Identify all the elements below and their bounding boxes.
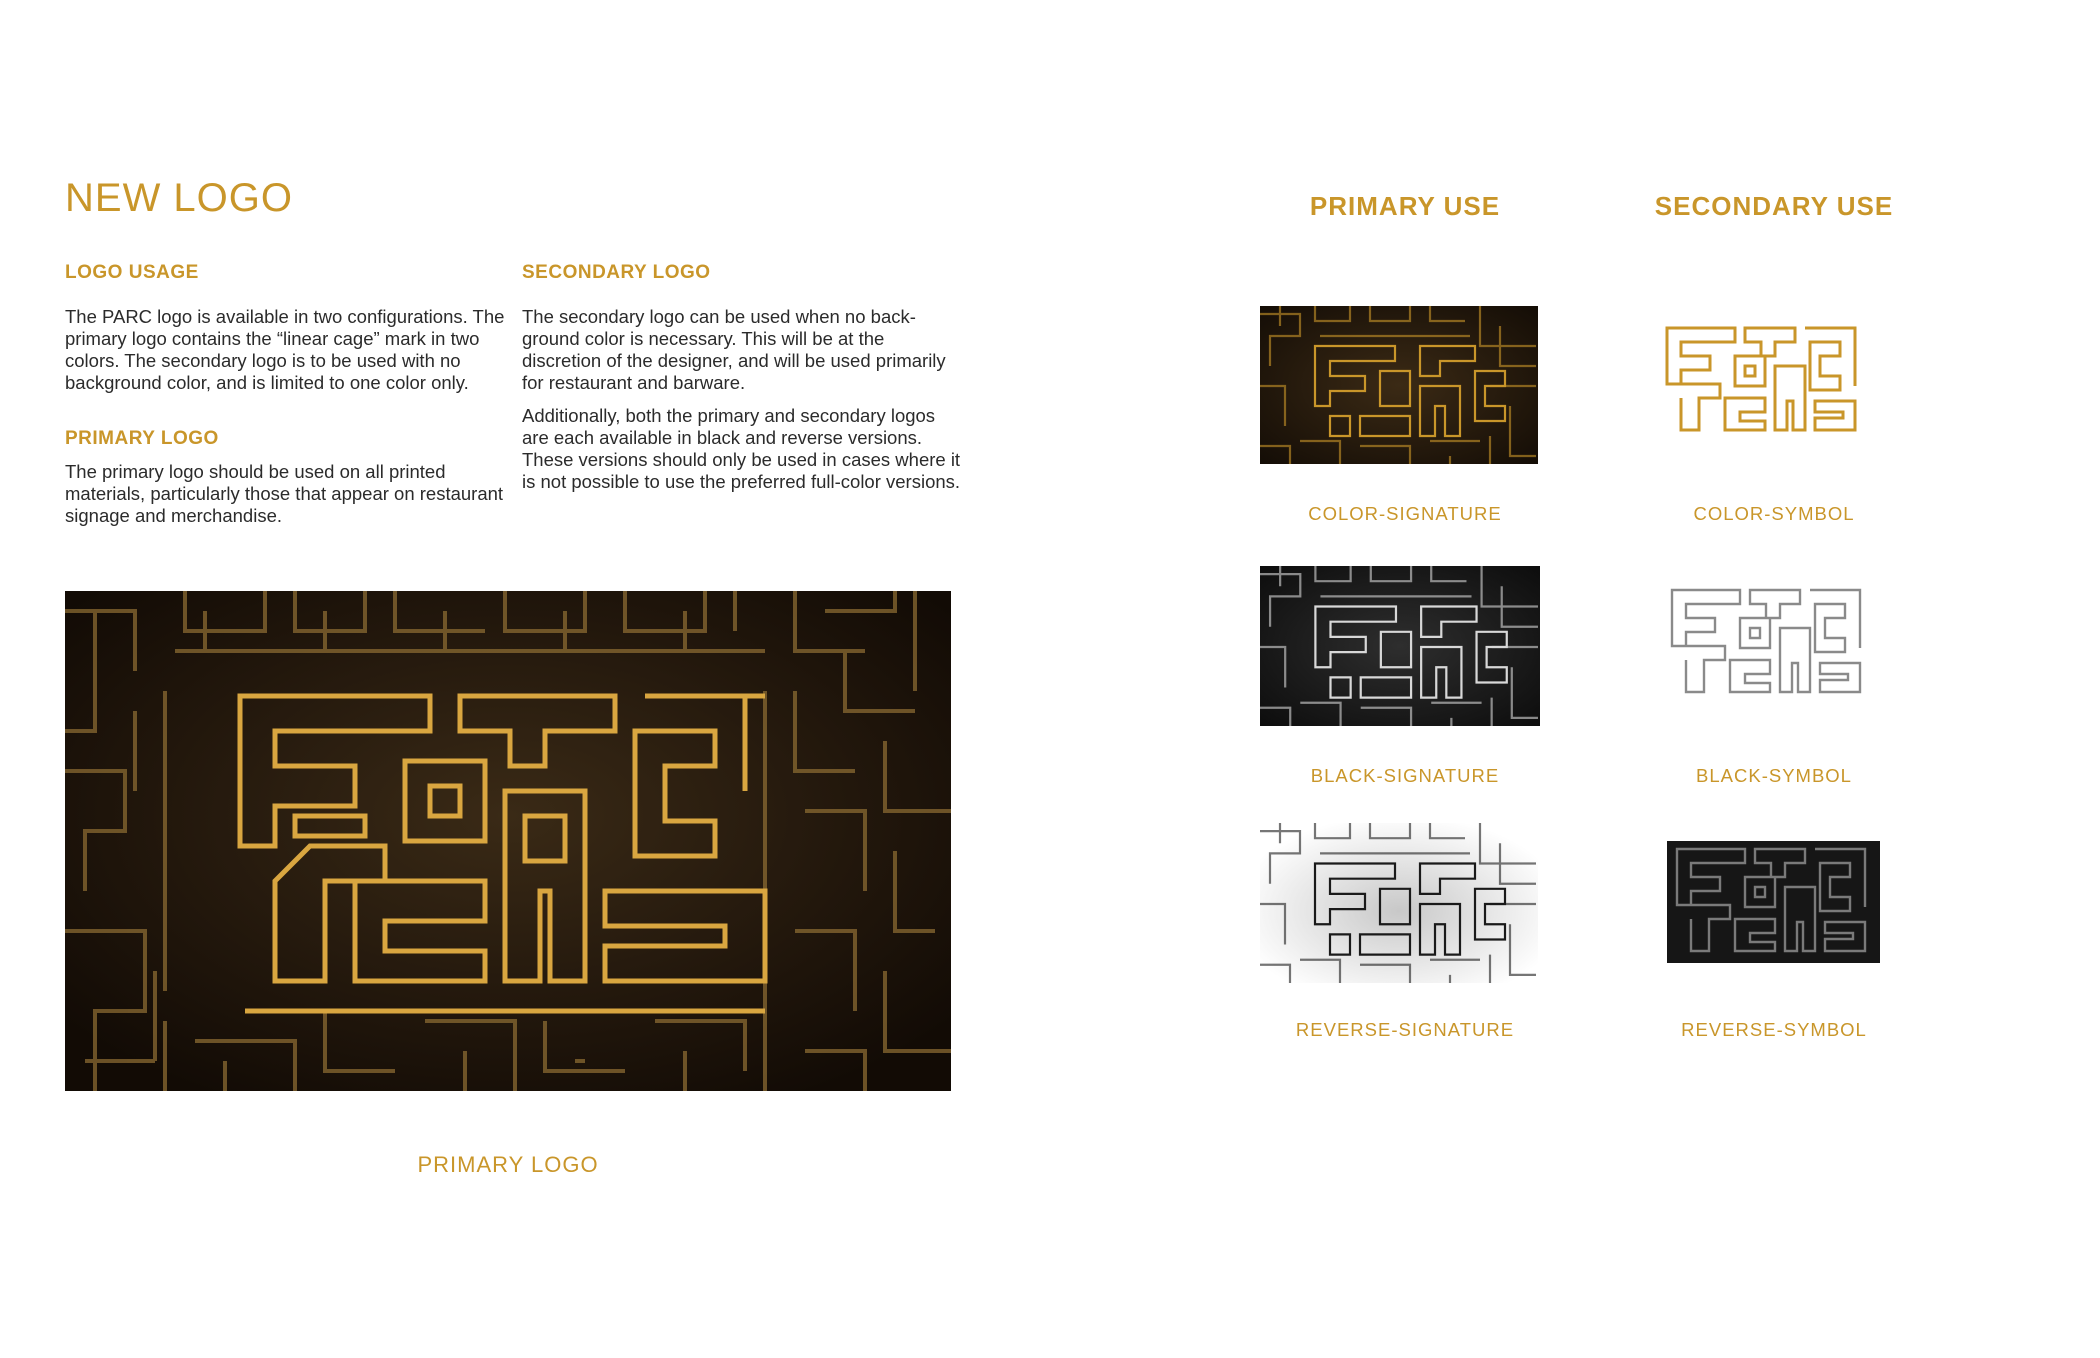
primary-logo-image <box>65 591 951 1091</box>
black-symbol-logo <box>1670 588 1870 698</box>
color-symbol-caption: COLOR-SYMBOL <box>1693 503 1855 524</box>
color-signature-caption: COLOR-SIGNATURE <box>1308 503 1502 524</box>
black-symbol-caption: BLACK-SYMBOL <box>1696 765 1852 786</box>
reverse-symbol-logo <box>1667 841 1880 963</box>
reverse-signature-logo <box>1260 823 1538 983</box>
primary-logo-caption: PRIMARY LOGO <box>417 1152 599 1177</box>
secondary-logo-additional-text: Additionally, both the primary and secondary logos are each available in black and reverse versions. These versions should only be used in cases where it is not possible to use the preferred full-color versions. <box>522 405 961 492</box>
black-signature-caption: BLACK-SIGNATURE <box>1310 765 1500 786</box>
primary-logo-text: The primary logo should be used on all printed materials, particularly those that appear on restaurant signage and merchandise. <box>65 461 504 526</box>
secondary-logo-text: The secondary logo can be used when no back-ground color is necessary. This will be at the discretion of the designer, and will be used primarily for restaurant and barware. <box>522 306 946 393</box>
reverse-signature-caption: REVERSE-SIGNATURE <box>1295 1019 1515 1040</box>
logo-usage-text: The PARC logo is available in two configurations. The primary logo contains the “linear cage” mark in two colors. The secondary logo is to be used with no background color, and is limited to one color only. <box>65 306 505 393</box>
logo-usage-heading: LOGO USAGE <box>65 262 199 283</box>
primary-logo-heading: PRIMARY LOGO <box>65 428 219 449</box>
secondary-logo-heading: SECONDARY LOGO <box>522 262 711 283</box>
reverse-symbol-caption: REVERSE-SYMBOL <box>1681 1019 1867 1040</box>
color-symbol-logo <box>1665 326 1865 436</box>
black-signature-logo <box>1260 566 1540 726</box>
color-signature-logo <box>1260 306 1538 464</box>
secondary-use-heading: SECONDARY USE <box>1654 191 1894 221</box>
primary-use-heading: PRIMARY USE <box>1309 191 1501 221</box>
page-title: NEW LOGO <box>65 176 294 220</box>
